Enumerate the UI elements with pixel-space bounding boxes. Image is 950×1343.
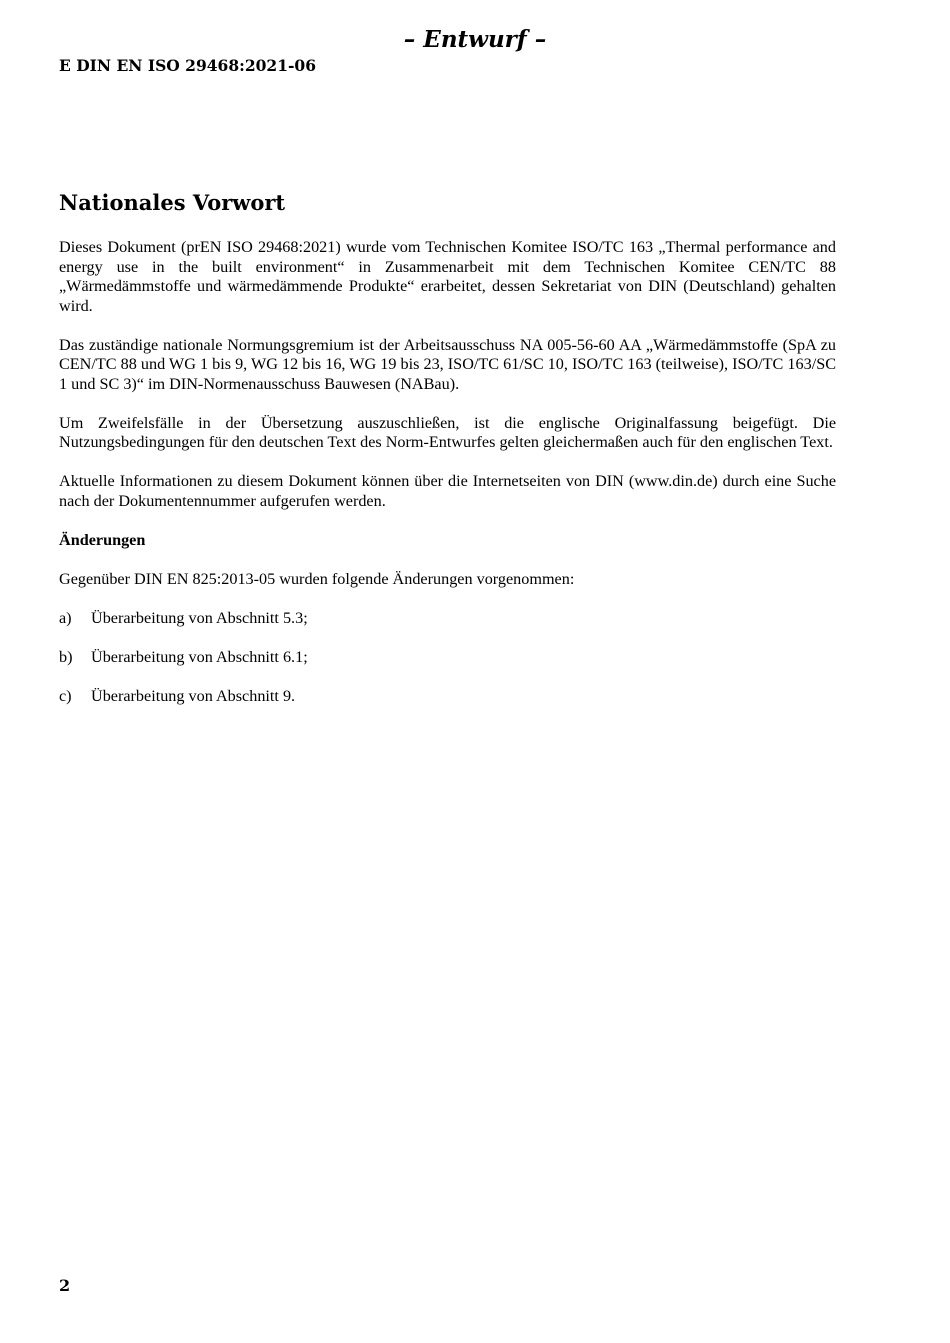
list-item-text: Überarbeitung von Abschnitt 9.	[91, 686, 296, 705]
list-item-text: Überarbeitung von Abschnitt 6.1;	[91, 647, 308, 666]
section-title: Nationales Vorwort	[59, 190, 286, 215]
page-number: 2	[59, 1276, 71, 1295]
list-item-marker: a)	[59, 608, 72, 627]
changes-heading: Änderungen	[59, 530, 146, 549]
list-item-text: Überarbeitung von Abschnitt 5.3;	[91, 608, 308, 627]
paragraph-translation: Um Zweifelsfälle in der Übersetzung auszuschließen, ist die englische Originalfassung beigefügt. Die Nutzungsbedingungen für den deutschen Text des Norm-Entwurfes gelten gleichermaßen auch für den englischen Text.	[59, 413, 836, 451]
changes-intro: Gegenüber DIN EN 825:2013-05 wurden folgende Änderungen vorgenommen:	[59, 569, 575, 588]
list-item	[59, 648, 836, 668]
paragraph-committee: Dieses Dokument (prEN ISO 29468:2021) wurde vom Technischen Komitee ISO/TC 163 „Thermal performance and energy use in the built environment“ in Zusammenarbeit mit dem Technischen Komitee CEN/TC 88 „Wärmedämmstoffe und wärmedämmende Produkte“ erarbeitet, dessen Sekretariat von DIN (Deutschland) gehalten wird.	[59, 238, 836, 315]
draft-mark: – Entwurf –	[403, 26, 547, 53]
document-id: E DIN EN ISO 29468:2021-06	[59, 56, 316, 75]
changes-list	[59, 609, 836, 707]
list-item	[59, 609, 836, 629]
list-item-marker: b)	[59, 647, 73, 666]
paragraph-information: Aktuelle Informationen zu diesem Dokument können über die Internetseiten von DIN (www.din.de) durch eine Suche nach der Dokumentennummer aufgerufen werden.	[59, 472, 836, 510]
national-foreword-section	[59, 188, 836, 726]
list-item	[59, 687, 836, 707]
paragraph-national-body: Das zuständige nationale Normungsgremium ist der Arbeitsausschuss NA 005-56-60 AA „Wärmedämmstoffe (SpA zu CEN/TC 88 und WG 1 bis 9, WG 12 bis 16, WG 19 bis 23, ISO/TC 61/SC 10, ISO/TC 163 (teilweise), ISO/TC 163/SC 1 und SC 3)“ im DIN-Normenausschuss Bauwesen (NABau).	[59, 335, 836, 393]
list-item-marker: c)	[59, 686, 72, 705]
